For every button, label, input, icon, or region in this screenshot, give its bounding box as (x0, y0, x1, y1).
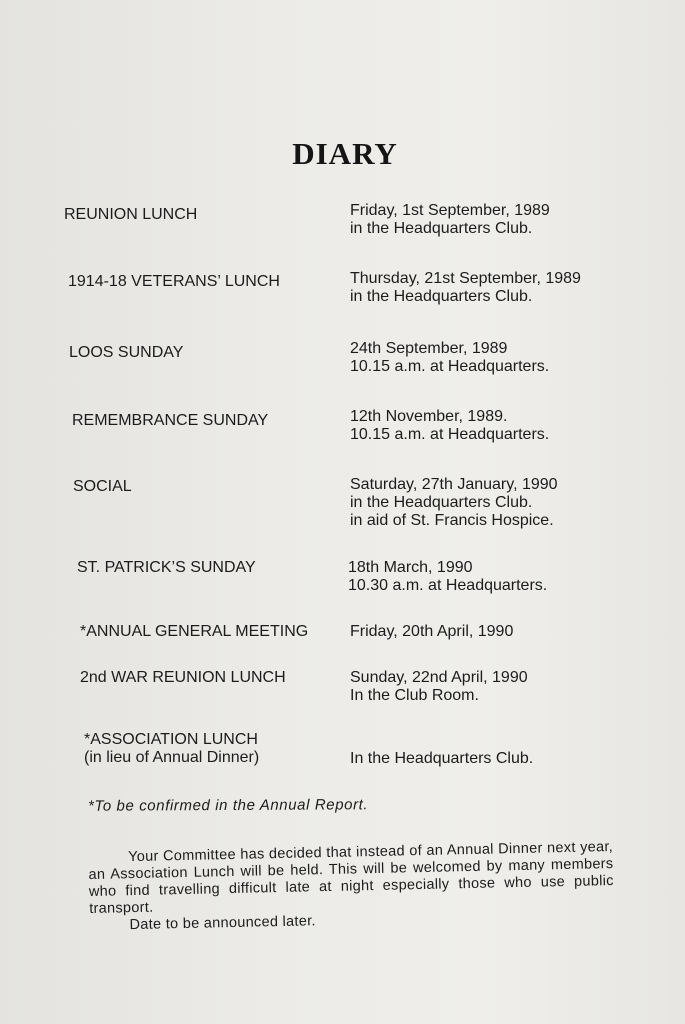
event-details (348, 559, 547, 595)
event-details (350, 750, 533, 768)
event-details (350, 270, 581, 306)
event-name-line: *ASSOCIATION LUNCH (84, 731, 258, 748)
detail-line: In the Headquarters Club. (350, 750, 534, 767)
detail-line: in the Headquarters Club. (350, 494, 533, 511)
page-title: DIARY (292, 136, 398, 171)
event-name: 1914-18 VETERANS’ LUNCH (68, 273, 280, 290)
event-name: SOCIAL (73, 478, 132, 495)
committee-note-text: Your Committee has decided that instead of an Annual Dinner next year, an Association Lunch will be held. This will be welcomed by many members who find travelling difficult late at night especially those who use public transport. (88, 839, 614, 917)
event-details (350, 623, 513, 641)
committee-note (88, 839, 615, 935)
detail-line: Thursday, 21st September, 1989 (350, 270, 581, 287)
detail-line: 10.30 a.m. at Headquarters. (348, 577, 548, 594)
detail-line: Friday, 1st September, 1989 (350, 202, 550, 219)
footnote: *To be confirmed in the Annual Report. (87, 796, 369, 815)
event-name: REMEMBRANCE SUNDAY (72, 412, 269, 429)
event-subtitle: (in lieu of Annual Dinner) (84, 749, 260, 766)
detail-line: in the Headquarters Club. (350, 220, 533, 237)
detail-line: 10.15 a.m. at Headquarters. (350, 358, 550, 375)
detail-line: in aid of St. Francis Hospice. (350, 512, 554, 529)
event-name (84, 731, 259, 767)
event-name: LOOS SUNDAY (69, 344, 184, 361)
event-name: *ANNUAL GENERAL MEETING (80, 623, 309, 640)
event-name: ST. PATRICK’S SUNDAY (77, 559, 256, 576)
detail-line: 10.15 a.m. at Headquarters. (350, 426, 550, 443)
event-details (350, 669, 528, 705)
event-name: REUNION LUNCH (64, 206, 198, 223)
detail-line: Saturday, 27th January, 1990 (350, 476, 558, 493)
event-details (350, 476, 558, 530)
event-details (350, 202, 550, 238)
detail-line: 24th September, 1989 (350, 340, 508, 357)
detail-line: Sunday, 22nd April, 1990 (350, 669, 528, 686)
event-details (350, 340, 549, 376)
date-note: Date to be announced later. (129, 913, 316, 934)
detail-line: 18th March, 1990 (348, 559, 473, 576)
detail-line: In the Club Room. (350, 687, 479, 704)
detail-line: Friday, 20th April, 1990 (350, 623, 514, 640)
detail-line: 12th November, 1989. (350, 408, 508, 425)
event-name: 2nd WAR REUNION LUNCH (80, 669, 286, 686)
event-details (350, 408, 549, 444)
detail-line: in the Headquarters Club. (350, 288, 533, 305)
